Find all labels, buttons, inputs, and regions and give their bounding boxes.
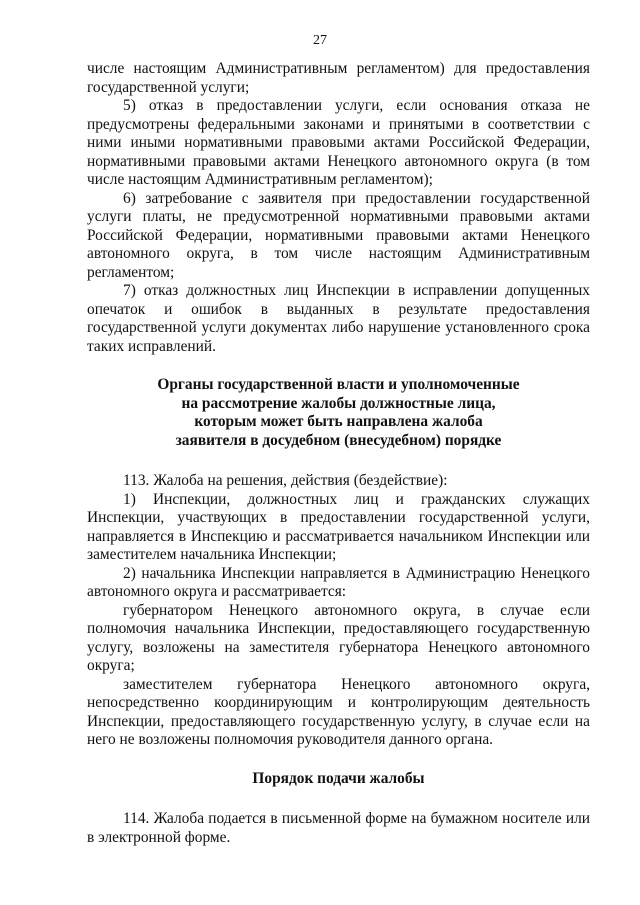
paragraph-governor: губернатором Ненецкого автономного округа, в случае если полномочия начальника Инспекции, предоставляющего государственную услугу, возложены на заместителя губернатора Ненецкого автономного округа; xyxy=(87,601,590,674)
paragraph-item-6: 6) затребование с заявителя при предоставлении государственной услуги платы, не предусмотренной нормативными правовыми актами Российской Федерации, нормативными правовыми актами Ненецкого автономного округа, в том числе настоящим Административным регламентом; xyxy=(87,189,590,281)
heading-line: на рассмотрение жалобы должностные лица, xyxy=(181,394,496,412)
paragraph-113: 113. Жалоба на решения, действия (бездействие): xyxy=(123,472,448,489)
paragraph-113-item-1: 1) Инспекции, должностных лиц и гражданских служащих Инспекции, участвующих в предоставлении государственной услуги, направляется в Инспекцию и рассматривается начальником Инспекции или заместителем начальника Инспекции; xyxy=(87,490,590,563)
section-heading-complaint-bodies xyxy=(87,376,590,450)
document-body xyxy=(87,60,590,847)
heading-line: Порядок подачи жалобы xyxy=(252,769,425,787)
heading-line: которым может быть направлена жалоба xyxy=(194,413,483,430)
paragraph-item-7: 7) отказ должностных лиц Инспекции в исправлении допущенных опечаток и ошибок в выданных в результате предоставления государственной услуги документах либо нарушение установленного срока таких исправлений. xyxy=(87,282,590,355)
section-heading-filing-procedure xyxy=(87,770,590,789)
paragraph-item-5: 5) отказ в предоставлении услуги, если основания отказа не предусмотрены федеральными законами и принятыми в соответствии с ними иными нормативными правовыми актами Российской Федерации, нормативными правовыми актами Ненецкого автономного округа (в том числе настоящим Административным регламентом); xyxy=(87,97,590,188)
paragraph-deputy-governor: заместителем губернатора Ненецкого автономного округа, непосредственно координирующим и контролирующим деятельность Инспекции, предоставляющего государственную услугу, в случае если на него не возложены полномочия руководителя данного органа. xyxy=(87,675,590,748)
paragraph-continuation: числе настоящим Административным регламентом) для предоставления государственной услуги; xyxy=(87,60,590,96)
paragraph-113-item-2: 2) начальника Инспекции направляется в Администрацию Ненецкого автономного округа и рассматривается: xyxy=(87,564,590,600)
heading-line: заявителя в досудебном (внесудебном) порядке xyxy=(175,431,502,449)
heading-line: Органы государственной власти и уполномоченные xyxy=(157,376,520,393)
page-number: 27 xyxy=(313,33,327,48)
paragraph-114: 114. Жалоба подается в письменной форме на бумажном носителе или в электронной форме. xyxy=(87,810,590,846)
